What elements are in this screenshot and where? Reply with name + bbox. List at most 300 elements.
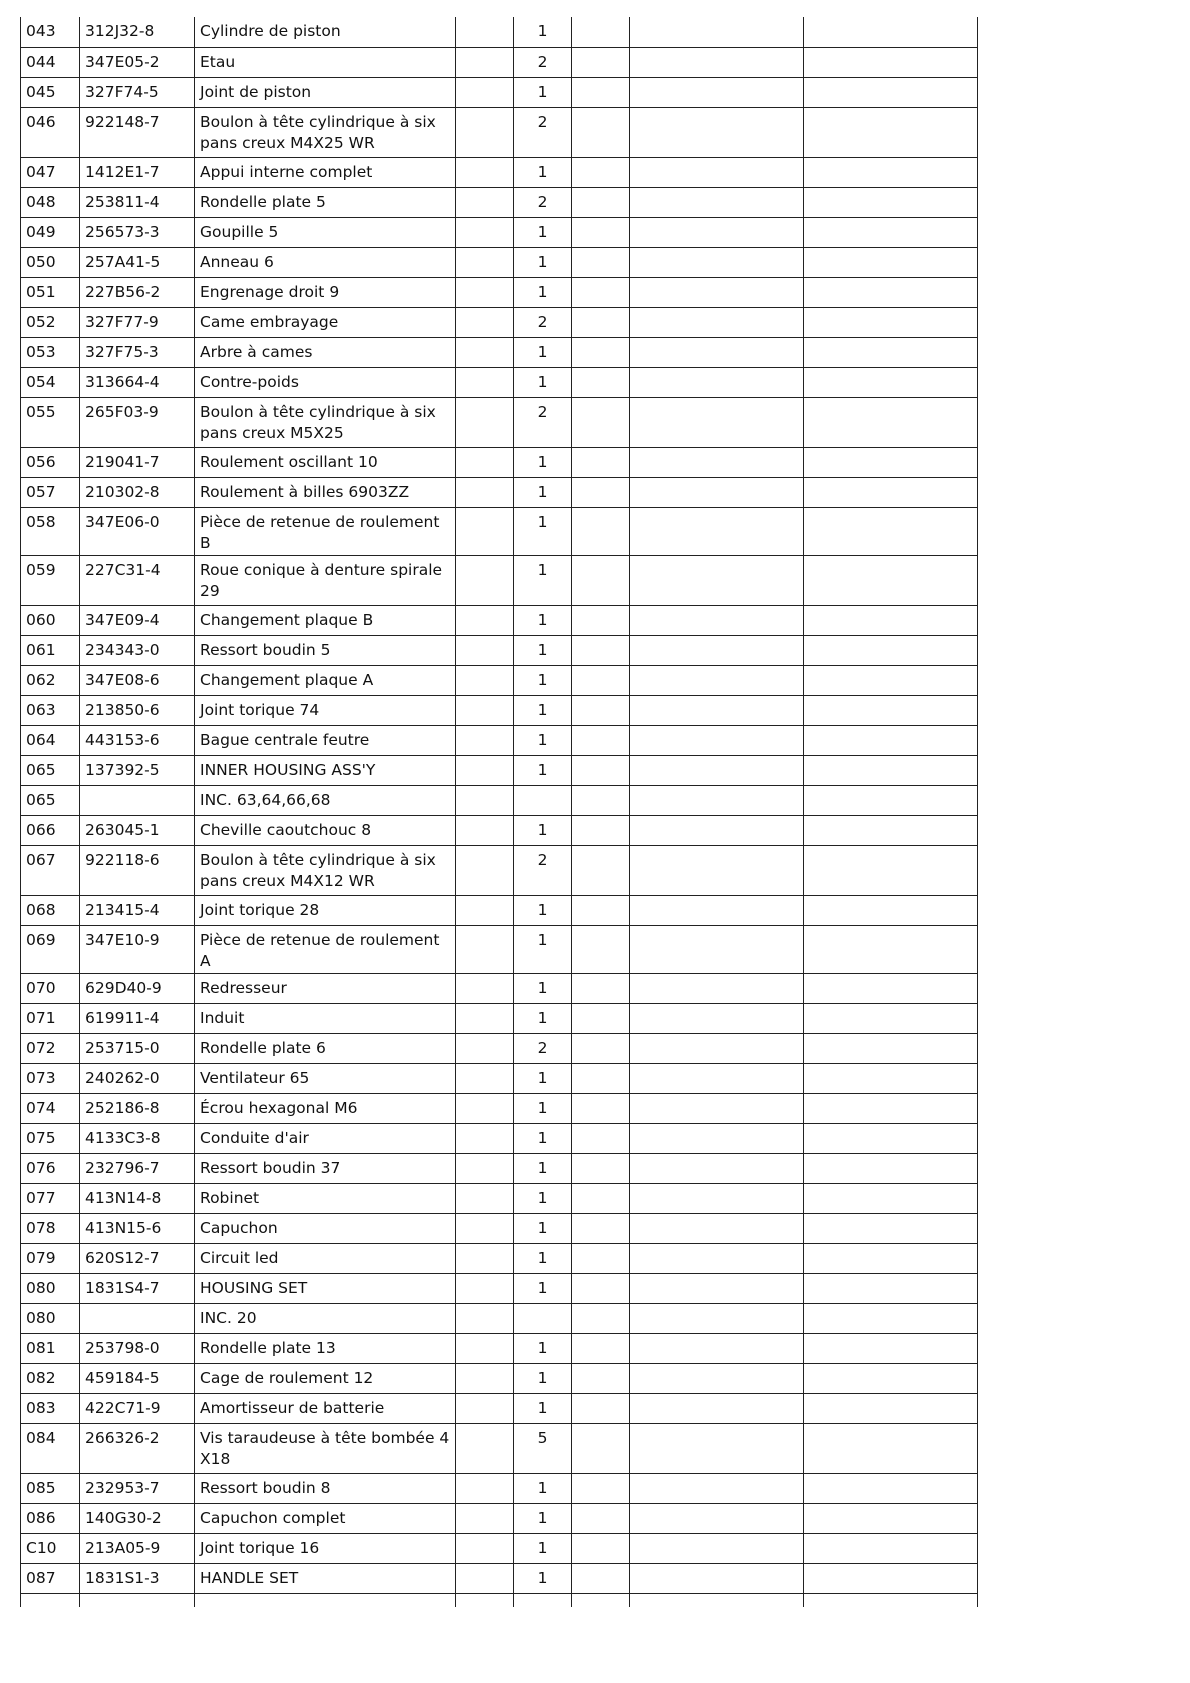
blank-cell [630, 507, 804, 555]
blank-cell [804, 337, 978, 367]
quantity-cell: 1 [514, 815, 572, 845]
blank-cell [804, 635, 978, 665]
blank-cell [804, 555, 978, 605]
blank-cell [630, 477, 804, 507]
blank-cell [804, 1213, 978, 1243]
quantity-cell: 1 [514, 1153, 572, 1183]
quantity-cell: 1 [514, 665, 572, 695]
table-row [21, 1503, 978, 1533]
blank-cell [804, 367, 978, 397]
part-number-cell: 234343-0 [80, 635, 195, 665]
blank-cell [630, 1273, 804, 1303]
blank-cell [804, 1533, 978, 1563]
table-row [21, 1093, 978, 1123]
blank-cell [804, 1183, 978, 1213]
blank-cell [572, 17, 630, 47]
blank-cell [630, 1393, 804, 1423]
ref-cell: 066 [21, 815, 80, 845]
blank-cell [572, 785, 630, 815]
blank-cell [804, 1123, 978, 1153]
blank-cell [456, 1153, 514, 1183]
table-row [21, 1333, 978, 1363]
blank-cell [572, 107, 630, 157]
blank-cell [804, 1273, 978, 1303]
quantity-cell: 1 [514, 447, 572, 477]
blank-cell [630, 1503, 804, 1533]
ref-cell: 051 [21, 277, 80, 307]
blank-cell [804, 665, 978, 695]
table-row [21, 367, 978, 397]
part-number-cell: 253798-0 [80, 1333, 195, 1363]
ref-cell: 077 [21, 1183, 80, 1213]
quantity-cell: 2 [514, 47, 572, 77]
table-row [21, 925, 978, 973]
blank-cell [456, 1303, 514, 1333]
ref-cell: 069 [21, 925, 80, 973]
blank-cell [630, 725, 804, 755]
quantity-cell: 1 [514, 507, 572, 555]
blank-cell [456, 1333, 514, 1363]
blank-cell [804, 277, 978, 307]
blank-cell [456, 367, 514, 397]
ref-cell: 055 [21, 397, 80, 447]
description-cell: Ressort boudin 8 [195, 1473, 456, 1503]
description-cell: Robinet [195, 1183, 456, 1213]
ref-cell: 045 [21, 77, 80, 107]
blank-cell [572, 605, 630, 635]
blank-cell [456, 1123, 514, 1153]
blank-cell [804, 77, 978, 107]
blank-cell [572, 507, 630, 555]
ref-cell: 082 [21, 1363, 80, 1393]
blank-cell [456, 307, 514, 337]
blank-cell [572, 1243, 630, 1273]
description-cell: Conduite d'air [195, 1123, 456, 1153]
quantity-cell: 1 [514, 1273, 572, 1303]
blank-cell [804, 1153, 978, 1183]
blank-cell [630, 1243, 804, 1273]
blank-cell [630, 895, 804, 925]
table-row [21, 605, 978, 635]
description-cell: Rondelle plate 13 [195, 1333, 456, 1363]
blank-cell [804, 1363, 978, 1393]
part-number-cell: 263045-1 [80, 815, 195, 845]
table-row [21, 1213, 978, 1243]
blank-cell [572, 247, 630, 277]
blank-cell [804, 1423, 978, 1473]
blank-cell [456, 337, 514, 367]
table-row [21, 1363, 978, 1393]
blank-cell [456, 1213, 514, 1243]
quantity-cell: 1 [514, 895, 572, 925]
blank-cell [456, 925, 514, 973]
blank-cell [456, 1393, 514, 1423]
blank-cell [572, 307, 630, 337]
ref-cell: 068 [21, 895, 80, 925]
blank-cell [630, 1153, 804, 1183]
description-cell: Amortisseur de batterie [195, 1393, 456, 1423]
table-row [21, 755, 978, 785]
ref-cell: 059 [21, 555, 80, 605]
blank-cell [804, 507, 978, 555]
table-row [21, 1303, 978, 1333]
description-cell: Cage de roulement 12 [195, 1363, 456, 1393]
blank-cell [572, 1033, 630, 1063]
table-row [21, 277, 978, 307]
blank-cell [804, 845, 978, 895]
part-number-cell: 922148-7 [80, 107, 195, 157]
ref-cell: 058 [21, 507, 80, 555]
blank-cell [804, 973, 978, 1003]
table-row [21, 337, 978, 367]
part-number-cell: 1831S4-7 [80, 1273, 195, 1303]
blank-cell [456, 695, 514, 725]
blank-cell [804, 1243, 978, 1273]
blank-cell [630, 1213, 804, 1243]
blank-cell [572, 1333, 630, 1363]
blank-cell [456, 47, 514, 77]
quantity-cell: 1 [514, 755, 572, 785]
part-number-cell: 347E08-6 [80, 665, 195, 695]
part-number-cell: 265F03-9 [80, 397, 195, 447]
table-row [21, 973, 978, 1003]
table-row [21, 307, 978, 337]
quantity-cell: 1 [514, 635, 572, 665]
quantity-cell: 2 [514, 187, 572, 217]
quantity-cell: 1 [514, 247, 572, 277]
blank-cell [456, 1273, 514, 1303]
part-number-cell: 213415-4 [80, 895, 195, 925]
table-row [21, 47, 978, 77]
blank-cell [630, 307, 804, 337]
ref-cell: 044 [21, 47, 80, 77]
blank-cell [804, 605, 978, 635]
quantity-cell: 2 [514, 845, 572, 895]
blank-cell [456, 895, 514, 925]
blank-cell [804, 1033, 978, 1063]
part-number-cell: 327F77-9 [80, 307, 195, 337]
blank-cell [630, 1123, 804, 1153]
part-number-cell: 219041-7 [80, 447, 195, 477]
blank-cell [572, 157, 630, 187]
table-row [21, 1273, 978, 1303]
blank-cell [804, 217, 978, 247]
blank-cell [572, 1273, 630, 1303]
ref-cell: 073 [21, 1063, 80, 1093]
ref-cell: 049 [21, 217, 80, 247]
quantity-cell: 1 [514, 1533, 572, 1563]
description-cell: Contre-poids [195, 367, 456, 397]
part-number-cell: 210302-8 [80, 477, 195, 507]
blank-cell [630, 1003, 804, 1033]
blank-cell [456, 555, 514, 605]
table-row [21, 1003, 978, 1033]
ref-cell: 053 [21, 337, 80, 367]
ref-cell: 064 [21, 725, 80, 755]
part-number-cell: 252186-8 [80, 1093, 195, 1123]
ref-cell: 057 [21, 477, 80, 507]
table-row [21, 555, 978, 605]
quantity-cell: 1 [514, 1243, 572, 1273]
part-number-cell: 213850-6 [80, 695, 195, 725]
blank-cell [572, 695, 630, 725]
blank-cell [456, 477, 514, 507]
blank-cell [456, 17, 514, 47]
table-row [21, 785, 978, 815]
table-row [21, 1183, 978, 1213]
ref-cell: 083 [21, 1393, 80, 1423]
table-row [21, 247, 978, 277]
blank-cell [804, 785, 978, 815]
blank-cell [572, 1153, 630, 1183]
blank-cell [514, 1593, 572, 1607]
quantity-cell: 1 [514, 1003, 572, 1033]
ref-cell: C10 [21, 1533, 80, 1563]
blank-cell [630, 247, 804, 277]
blank-cell [572, 845, 630, 895]
blank-cell [572, 1533, 630, 1563]
blank-cell [456, 1593, 514, 1607]
description-cell: Changement plaque A [195, 665, 456, 695]
quantity-cell: 1 [514, 77, 572, 107]
description-cell: Arbre à cames [195, 337, 456, 367]
blank-cell [572, 555, 630, 605]
blank-cell [804, 895, 978, 925]
blank-cell [630, 1303, 804, 1333]
blank-cell [630, 1423, 804, 1473]
blank-cell [572, 1593, 630, 1607]
blank-cell [630, 1473, 804, 1503]
description-cell: Ressort boudin 37 [195, 1153, 456, 1183]
ref-cell: 075 [21, 1123, 80, 1153]
blank-cell [572, 1123, 630, 1153]
table-row [21, 77, 978, 107]
quantity-cell: 1 [514, 1183, 572, 1213]
blank-cell [572, 755, 630, 785]
part-number-cell: 327F75-3 [80, 337, 195, 367]
blank-cell [572, 1183, 630, 1213]
ref-cell: 046 [21, 107, 80, 157]
table-row [21, 1563, 978, 1593]
blank-cell [630, 973, 804, 1003]
part-number-cell: 257A41-5 [80, 247, 195, 277]
part-number-cell: 327F74-5 [80, 77, 195, 107]
description-cell: Ventilateur 65 [195, 1063, 456, 1093]
blank-cell [572, 1423, 630, 1473]
ref-cell: 074 [21, 1093, 80, 1123]
quantity-cell: 1 [514, 1503, 572, 1533]
part-number-cell [80, 1303, 195, 1333]
blank-cell [630, 107, 804, 157]
blank-cell [456, 187, 514, 217]
blank-cell [195, 1593, 456, 1607]
blank-cell [456, 973, 514, 1003]
blank-cell [456, 217, 514, 247]
quantity-cell: 1 [514, 367, 572, 397]
description-cell: Pièce de retenue de roulement A [195, 925, 456, 973]
blank-cell [630, 815, 804, 845]
blank-cell [572, 1303, 630, 1333]
quantity-cell: 1 [514, 277, 572, 307]
quantity-cell: 1 [514, 17, 572, 47]
description-cell: Boulon à tête cylindrique à six pans creux M4X25 WR [195, 107, 456, 157]
description-cell: Cylindre de piston [195, 17, 456, 47]
blank-cell [456, 107, 514, 157]
parts-table [20, 17, 978, 1607]
description-cell: Etau [195, 47, 456, 77]
table-row [21, 507, 978, 555]
blank-cell [804, 1393, 978, 1423]
blank-cell [630, 555, 804, 605]
blank-cell [804, 1473, 978, 1503]
part-number-cell: 922118-6 [80, 845, 195, 895]
blank-cell [630, 1093, 804, 1123]
blank-cell [456, 397, 514, 447]
part-number-cell: 232953-7 [80, 1473, 195, 1503]
blank-cell [804, 397, 978, 447]
table-row [21, 1123, 978, 1153]
description-cell: Redresseur [195, 973, 456, 1003]
blank-cell [804, 247, 978, 277]
blank-cell [572, 725, 630, 755]
table-row [21, 895, 978, 925]
description-cell: Cheville caoutchouc 8 [195, 815, 456, 845]
blank-cell [804, 1503, 978, 1533]
blank-cell [630, 1563, 804, 1593]
quantity-cell: 1 [514, 1063, 572, 1093]
blank-cell [630, 17, 804, 47]
part-number-cell: 232796-7 [80, 1153, 195, 1183]
quantity-cell: 1 [514, 1563, 572, 1593]
quantity-cell: 1 [514, 1213, 572, 1243]
part-number-cell: 137392-5 [80, 755, 195, 785]
ref-cell: 047 [21, 157, 80, 187]
table-row [21, 1473, 978, 1503]
table-row [21, 725, 978, 755]
table-row [21, 1243, 978, 1273]
table-row [21, 1153, 978, 1183]
blank-cell [804, 815, 978, 845]
blank-cell [456, 1033, 514, 1063]
blank-cell [572, 187, 630, 217]
blank-cell [630, 785, 804, 815]
blank-cell [630, 1533, 804, 1563]
description-cell: Écrou hexagonal M6 [195, 1093, 456, 1123]
blank-cell [456, 1473, 514, 1503]
part-number-cell: 422C71-9 [80, 1393, 195, 1423]
blank-cell [456, 725, 514, 755]
description-cell: Roulement oscillant 10 [195, 447, 456, 477]
part-number-cell: 629D40-9 [80, 973, 195, 1003]
quantity-cell: 2 [514, 107, 572, 157]
blank-cell [804, 17, 978, 47]
blank-cell [630, 755, 804, 785]
part-number-cell: 253811-4 [80, 187, 195, 217]
blank-cell [80, 1593, 195, 1607]
blank-cell [456, 1363, 514, 1393]
blank-cell [804, 1093, 978, 1123]
description-cell: Engrenage droit 9 [195, 277, 456, 307]
part-number-cell: 227C31-4 [80, 555, 195, 605]
table-row [21, 157, 978, 187]
ref-cell: 050 [21, 247, 80, 277]
table-row [21, 815, 978, 845]
blank-cell [630, 1593, 804, 1607]
blank-cell [456, 157, 514, 187]
quantity-cell: 2 [514, 307, 572, 337]
ref-cell: 071 [21, 1003, 80, 1033]
table-row [21, 845, 978, 895]
blank-cell [630, 1033, 804, 1063]
description-cell: INC. 63,64,66,68 [195, 785, 456, 815]
ref-cell: 078 [21, 1213, 80, 1243]
blank-cell [630, 367, 804, 397]
ref-cell: 085 [21, 1473, 80, 1503]
blank-cell [572, 1093, 630, 1123]
description-cell: Circuit led [195, 1243, 456, 1273]
quantity-cell: 2 [514, 1033, 572, 1063]
ref-cell: 084 [21, 1423, 80, 1473]
blank-cell [630, 157, 804, 187]
blank-cell [21, 1593, 80, 1607]
description-cell: Appui interne complet [195, 157, 456, 187]
part-number-cell: 347E10-9 [80, 925, 195, 973]
description-cell: Joint torique 74 [195, 695, 456, 725]
blank-cell [572, 1563, 630, 1593]
table-row [21, 695, 978, 725]
blank-cell [572, 447, 630, 477]
blank-cell [456, 605, 514, 635]
blank-cell [456, 815, 514, 845]
blank-cell [630, 397, 804, 447]
part-number-cell: 312J32-8 [80, 17, 195, 47]
description-cell: Joint torique 16 [195, 1533, 456, 1563]
ref-cell: 065 [21, 755, 80, 785]
blank-cell [456, 635, 514, 665]
description-cell: Changement plaque B [195, 605, 456, 635]
quantity-cell: 1 [514, 477, 572, 507]
part-number-cell: 347E09-4 [80, 605, 195, 635]
table-row-continuation [21, 1593, 978, 1607]
quantity-cell: 1 [514, 605, 572, 635]
quantity-cell: 1 [514, 695, 572, 725]
blank-cell [456, 247, 514, 277]
table-row [21, 1423, 978, 1473]
table-row [21, 1533, 978, 1563]
ref-cell: 061 [21, 635, 80, 665]
part-number-cell: 313664-4 [80, 367, 195, 397]
description-cell: HOUSING SET [195, 1273, 456, 1303]
part-number-cell: 443153-6 [80, 725, 195, 755]
description-cell: Boulon à tête cylindrique à six pans creux M5X25 [195, 397, 456, 447]
blank-cell [630, 217, 804, 247]
ref-cell: 070 [21, 973, 80, 1003]
blank-cell [572, 1003, 630, 1033]
part-number-cell: 413N14-8 [80, 1183, 195, 1213]
description-cell: Capuchon [195, 1213, 456, 1243]
description-cell: Ressort boudin 5 [195, 635, 456, 665]
ref-cell: 080 [21, 1273, 80, 1303]
blank-cell [630, 1063, 804, 1093]
blank-cell [630, 337, 804, 367]
description-cell: HANDLE SET [195, 1563, 456, 1593]
ref-cell: 072 [21, 1033, 80, 1063]
ref-cell: 079 [21, 1243, 80, 1273]
table-row [21, 17, 978, 47]
blank-cell [804, 1063, 978, 1093]
blank-cell [572, 367, 630, 397]
table-row [21, 217, 978, 247]
